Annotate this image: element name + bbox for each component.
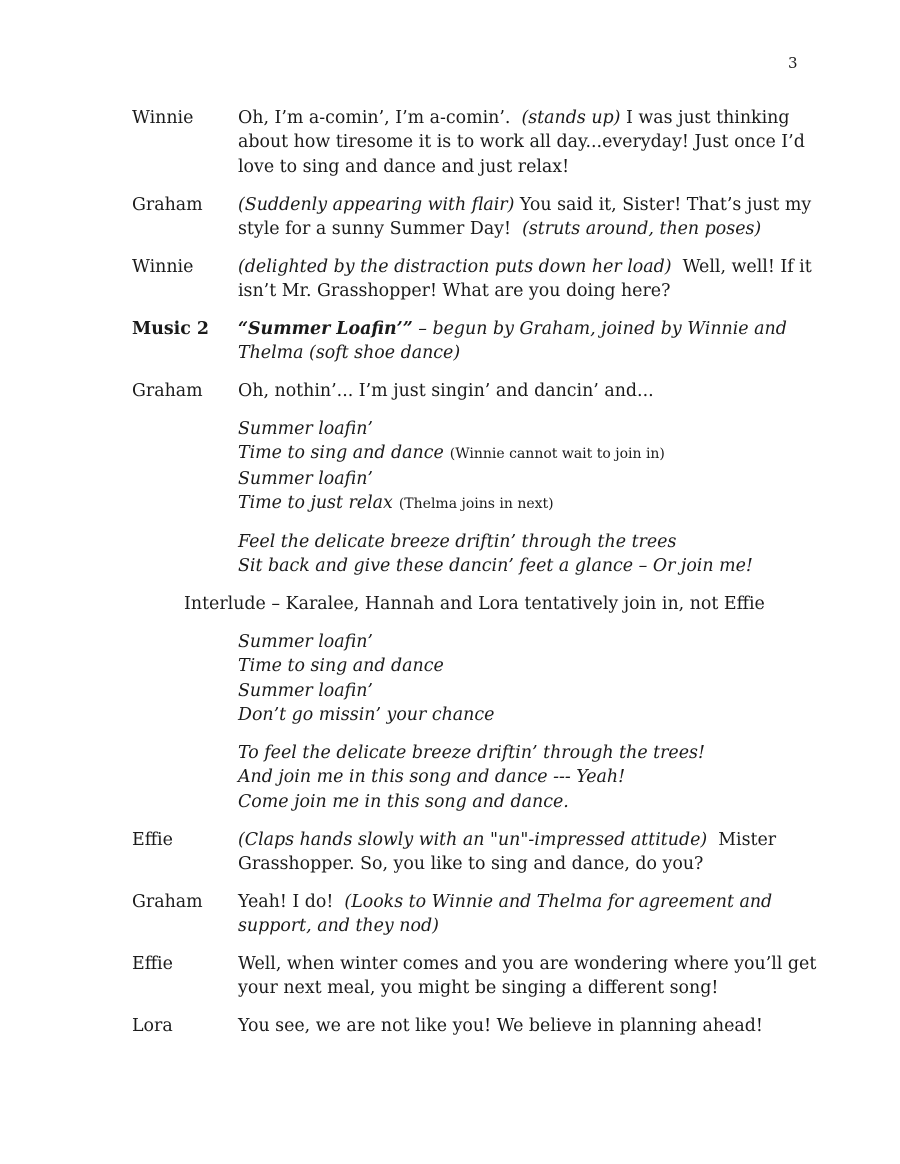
spoken-text: Well, when winter comes and you are wondering where you’ll get your next meal, you might be singing a different song!: [238, 954, 817, 999]
spoken-text: I was just thinking about how tiresome it is to work all day...everyday! Just once I’d love to sing and dance and just relax!: [238, 108, 805, 177]
dialogue-line: [132, 255, 832, 304]
song-title: “Summer Loafin’”: [238, 319, 413, 340]
dialogue-line: [132, 828, 832, 877]
speaker-name: Effie: [132, 954, 173, 975]
dialogue-text: [238, 890, 832, 939]
lyric-line: To feel the delicate breeze driftin’ through the trees!: [238, 743, 705, 764]
stage-direction: (Suddenly appearing with flair): [238, 194, 515, 215]
lyrics-verse: [238, 417, 832, 517]
stage-direction: (Claps hands slowly with an "un"-impressed attitude): [238, 829, 708, 850]
dialogue-line: [132, 193, 832, 242]
dialogue-text: [238, 193, 832, 242]
stage-direction: (stands up): [521, 108, 621, 128]
dialogue-line: [132, 106, 832, 179]
interlude-direction: Interlude – Karalee, Hannah and Lora tentatively join in, not Effie: [184, 594, 765, 615]
lyrics-verse: [238, 741, 832, 814]
lyric-text: Time to sing and dance: [238, 443, 444, 464]
lyric-text: Summer loafin’: [238, 468, 373, 489]
lyric-line: Come join me in this song and dance.: [238, 791, 569, 812]
dialogue-text: [238, 106, 832, 179]
speaker-name: Lora: [132, 1016, 173, 1037]
spoken-text: You see, we are not like you! We believe in planning ahead!: [238, 1016, 763, 1037]
spoken-text: Yeah! I do!: [238, 891, 334, 912]
lyrics-verse: [238, 530, 832, 579]
spoken-text: Mister Grasshopper. So, you like to sing and dance, do you?: [238, 829, 777, 875]
speaker-name: Effie: [132, 829, 173, 850]
lyric-line: [238, 417, 832, 441]
lyric-note: (Winnie cannot wait to join in): [449, 446, 665, 463]
lyric-line: Sit back and give these dancin’ feet a glance – Or join me!: [238, 556, 753, 577]
dialogue-text: [238, 828, 832, 877]
lyric-text: Time to just relax: [238, 493, 393, 514]
lyric-note: (Thelma joins in next): [398, 496, 554, 513]
music-cue-description: – begun by Graham, joined by Winnie and Thelma (soft shoe dance): [238, 319, 787, 364]
dialogue-line: [132, 379, 832, 403]
lyric-line: [238, 467, 832, 491]
dialogue-text: [238, 255, 832, 304]
lyric-line: And join me in this song and dance --- Yeah!: [238, 767, 626, 788]
lyric-line: Don’t go missin’ your chance: [238, 705, 495, 726]
lyrics-verse: [238, 630, 832, 728]
stage-direction: (Looks to Winnie and Thelma for agreement and support, and they nod): [238, 891, 773, 937]
dialogue-text: [238, 1014, 832, 1038]
speaker-name: Winnie: [132, 256, 194, 277]
lyric-line: [238, 491, 832, 516]
dialogue-line: [132, 890, 832, 939]
speaker-name: Winnie: [132, 108, 194, 128]
music-cue-text: [238, 317, 832, 366]
music-cue-label: Music 2: [132, 319, 210, 340]
speaker-name: Graham: [132, 891, 203, 912]
script-content: [132, 106, 832, 1052]
lyric-line: Summer loafin’: [238, 632, 373, 653]
lyric-line: Summer loafin’: [238, 680, 373, 701]
spoken-text: You said it, Sister! That’s just my style for a sunny Summer Day!: [238, 194, 812, 240]
dialogue-text: [238, 379, 832, 403]
speaker-name: Graham: [132, 194, 203, 215]
spoken-text: Oh, nothin’... I’m just singin’ and dancin’ and...: [238, 381, 654, 402]
page-number: 3: [788, 54, 798, 72]
dialogue-line: [132, 1014, 832, 1038]
stage-direction: (struts around, then poses): [522, 219, 762, 240]
lyric-text: Summer loafin’: [238, 419, 373, 440]
dialogue-text: [238, 952, 832, 1001]
spoken-text: Well, well! If it isn’t Mr. Grasshopper! What are you doing here?: [238, 256, 812, 302]
lyric-line: Feel the delicate breeze driftin’ through the trees: [238, 532, 677, 553]
stage-direction: (delighted by the distraction puts down her load): [238, 256, 672, 277]
spoken-text: Oh, I’m a-comin’, I’m a-comin’.: [238, 108, 511, 128]
dialogue-line: [132, 952, 832, 1001]
music-cue: [132, 317, 832, 366]
speaker-name: Graham: [132, 381, 203, 402]
lyric-line: Time to sing and dance: [238, 656, 444, 677]
lyric-line: [238, 441, 832, 466]
